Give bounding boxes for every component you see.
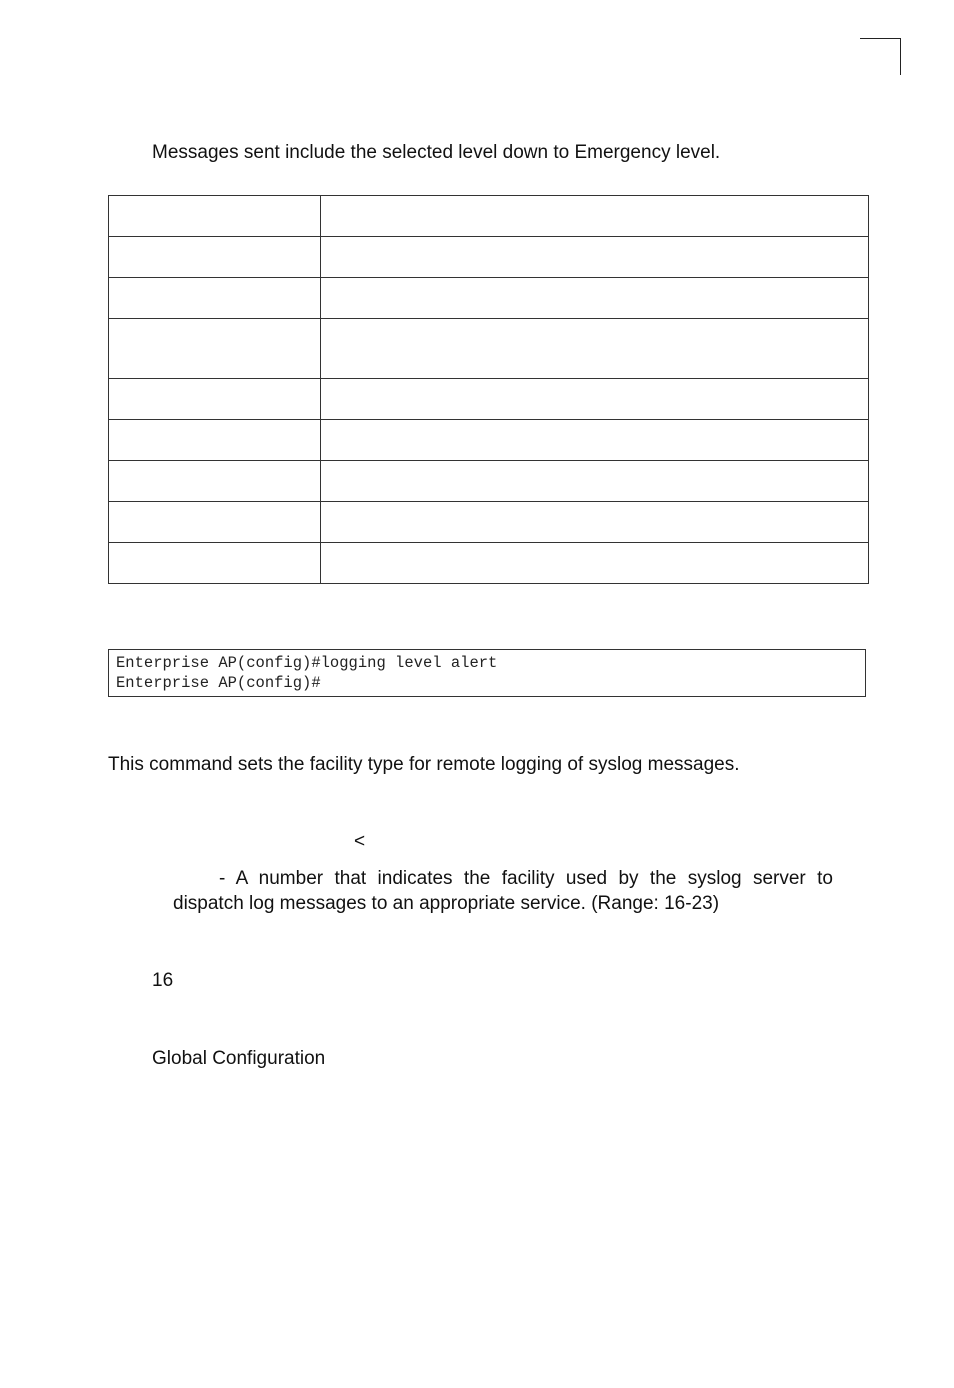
parameter-line: - A number that indicates the facility used by the syslog server to: [219, 868, 833, 889]
command-description: This command sets the facility type for remote logging of syslog messages.: [108, 754, 740, 775]
description-cell: [321, 461, 869, 502]
level-cell: [109, 543, 321, 584]
logging-levels-table: [108, 195, 869, 584]
description-cell: [321, 278, 869, 319]
table-row: [109, 319, 869, 379]
description-cell: [321, 196, 869, 237]
level-cell: [109, 196, 321, 237]
level-cell: [109, 502, 321, 543]
table-row: [109, 461, 869, 502]
level-cell: [109, 379, 321, 420]
page-corner-mark: [860, 38, 901, 75]
table-row: [109, 278, 869, 319]
code-line: Enterprise AP(config)#: [116, 673, 321, 692]
description-cell: [321, 379, 869, 420]
level-cell: [109, 461, 321, 502]
description-cell: [321, 237, 869, 278]
table-row: [109, 543, 869, 584]
intro-text: Messages sent include the selected level down to Emergency level.: [152, 142, 721, 163]
table-row: [109, 237, 869, 278]
example-code-block: [108, 649, 866, 697]
description-cell: [321, 543, 869, 584]
table-row: [109, 379, 869, 420]
parameter-line: dispatch log messages to an appropriate service. (Range: 16-23): [173, 893, 720, 914]
level-cell: [109, 420, 321, 461]
description-cell: [321, 319, 869, 379]
command-mode: Global Configuration: [152, 1048, 326, 1069]
default-setting: 16: [152, 970, 174, 991]
table-row: [109, 420, 869, 461]
syntax-fragment: <: [354, 831, 366, 852]
code-line: Enterprise AP(config)#logging level alert: [116, 654, 498, 672]
description-cell: [321, 420, 869, 461]
table-row: [109, 502, 869, 543]
parameter-description: [173, 866, 833, 916]
level-cell: [109, 278, 321, 319]
description-cell: [321, 502, 869, 543]
level-cell: [109, 319, 321, 379]
table-row: [109, 196, 869, 237]
level-cell: [109, 237, 321, 278]
